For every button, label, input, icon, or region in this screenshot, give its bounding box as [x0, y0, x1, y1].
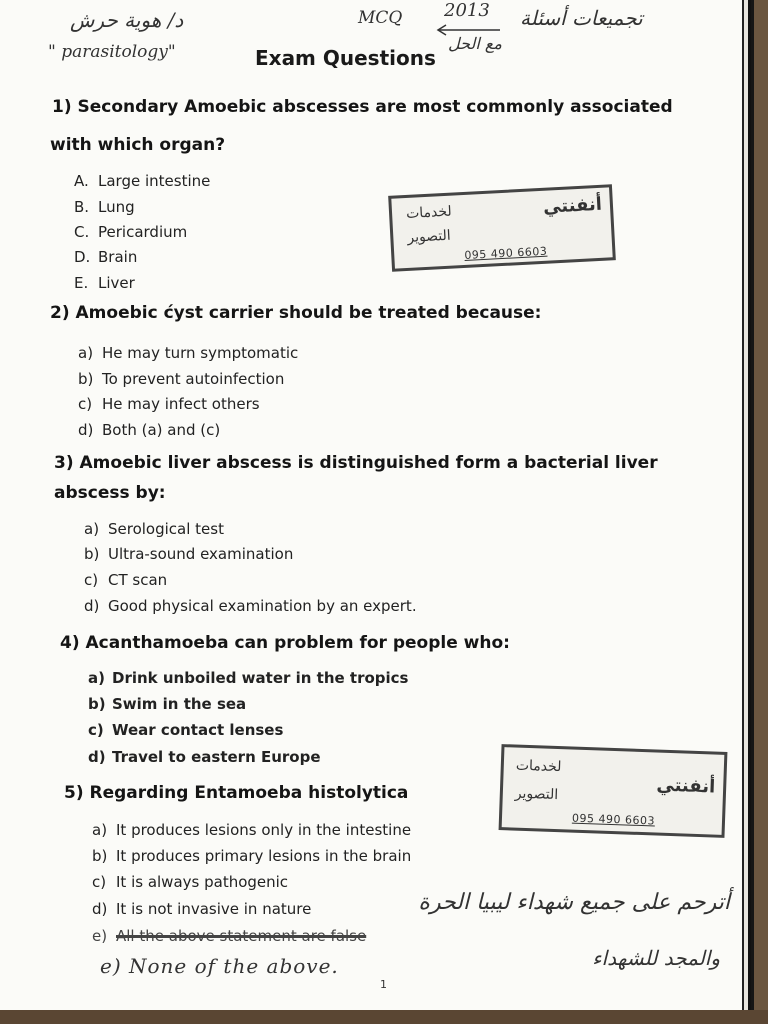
question-3-line2: abscess by: [54, 483, 166, 503]
question-4: 4) Acanthamoeba can problem for people who: [60, 633, 510, 653]
option-4a: a) Drink unboiled water in the tropics [88, 669, 409, 687]
paper-edge [742, 0, 768, 1024]
option-5d: d) It is not invasive in nature [92, 900, 312, 918]
option-1e: E. Liver [74, 274, 135, 292]
page-number: 1 [380, 978, 387, 991]
option-3d: d) Good physical examination by an expert. [84, 597, 417, 615]
option-5c: c) It is always pathogenic [92, 873, 289, 891]
option-2c: c) He may infect others [78, 395, 260, 413]
option-1b: B. Lung [74, 198, 135, 216]
option-4b: b) Swim in the sea [88, 695, 247, 713]
handwritten-subject: " parasitology" [48, 42, 176, 62]
copy-shop-stamp-2: أنفنتي لخدمات التصوير 095 490 6603 [499, 744, 728, 838]
table-surface [0, 1010, 768, 1024]
option-4d: d) Travel to eastern Europe [88, 748, 321, 766]
option-1d: D. Brain [74, 248, 138, 266]
question-3-line1: 3) Amoebic liver abscess is distinguished form a bacterial liver [54, 453, 658, 473]
copy-shop-stamp: أنفنتي لخدمات التصوير 095 490 6603 [388, 184, 616, 272]
handwritten-dedication-line1: أترحم على جميع شهداء ليبيا الحرة [418, 890, 730, 915]
handwritten-collection-label: تجميعات أسئلة [520, 6, 643, 30]
option-2b: b) To prevent autoinfection [78, 370, 285, 388]
option-4c: c) Wear contact lenses [88, 721, 284, 739]
option-1a: A. Large intestine [74, 172, 211, 190]
handwritten-instructor-name: د/ هوية حرش [70, 8, 184, 32]
question-2: 2) Amoebic ćyst carrier should be treated because: [50, 303, 542, 323]
handwritten-mcq: MCQ [358, 8, 403, 28]
question-1-line1: 1) Secondary Amoebic abscesses are most commonly associated [52, 97, 673, 117]
page-title: Exam Questions [255, 46, 436, 70]
handwritten-with-answers: مع الحل [448, 34, 502, 53]
question-5: 5) Regarding Entamoeba histolytica [64, 783, 409, 803]
option-5e-struck: e) All the above statement are false [92, 927, 367, 945]
question-1-line2: with which organ? [50, 135, 226, 155]
option-2a: a) He may turn symptomatic [78, 344, 299, 362]
handwritten-dedication-line2: والمجد للشهداء [592, 946, 720, 970]
handwritten-correction: e) None of the above. [100, 954, 339, 978]
option-5b: b) It produces primary lesions in the brain [92, 847, 412, 865]
option-3c: c) CT scan [84, 571, 168, 589]
option-3a: a) Serological test [84, 520, 224, 538]
option-3b: b) Ultra-sound examination [84, 545, 294, 563]
handwritten-year: 2013 [444, 0, 490, 21]
option-1c: C. Pericardium [74, 223, 188, 241]
option-5a: a) It produces lesions only in the intestine [92, 821, 412, 839]
option-2d: d) Both (a) and (c) [78, 421, 221, 439]
